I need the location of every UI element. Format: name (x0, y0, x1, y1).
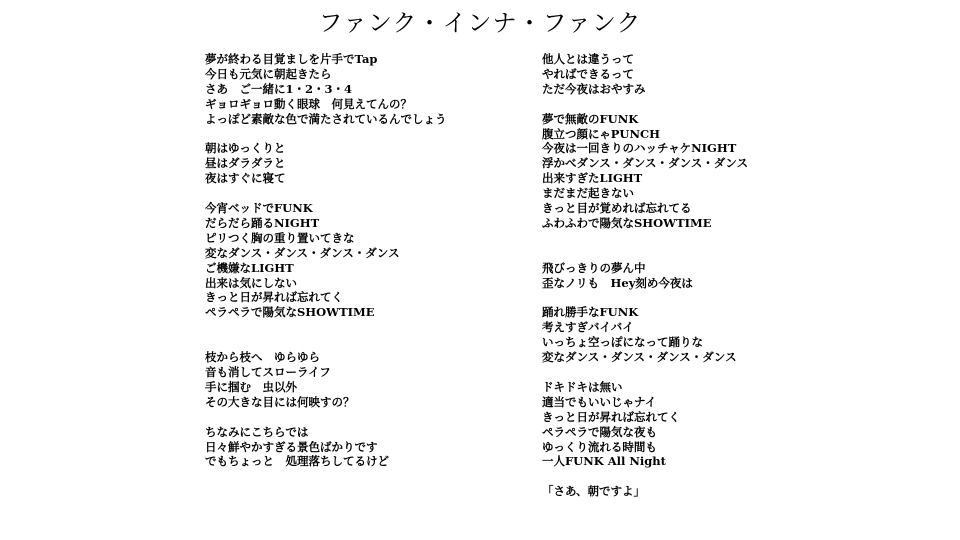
stanza (205, 425, 525, 470)
lyric-line: ドキドキは無い (542, 379, 623, 394)
lyric-line: ペラペラで陽気な夜も (542, 424, 657, 439)
stanza (542, 261, 862, 291)
lyric-line: 昼はダラダラと (205, 156, 286, 171)
lyric-line: でもちょっと 処理落ちしてるけど (205, 454, 389, 469)
lyric-line: 日々鮮やかすぎる景色ばかりです (205, 439, 378, 454)
lyric-line: 朝はゆっくりと (205, 141, 286, 156)
lyric-line: ふわふわで陽気なSHOWTIME (542, 215, 712, 230)
stanza (542, 380, 862, 469)
lyric-line: いっちょ空っぽになって踊りな (542, 335, 703, 350)
stanza (542, 305, 862, 365)
lyric-line: 変なダンス・ダンス・ダンス・ダンス (542, 350, 737, 365)
stanza (205, 350, 525, 410)
lyric-line: 枝から枝へ ゆらゆら (205, 350, 320, 365)
lyric-line: 出来すぎたLIGHT (542, 171, 643, 186)
lyric-line: 一人FUNK All Night (542, 454, 666, 469)
lyric-line: 今夜は一回きりのハッチャケNIGHT (542, 141, 737, 156)
lyric-line: だらだら踊るNIGHT (205, 215, 320, 230)
lyrics-left-column (205, 52, 525, 484)
lyric-line: やればできるって (542, 66, 634, 81)
lyric-line: 今宵ベッドでFUNK (205, 201, 313, 216)
lyric-line: 夢が終わる目覚ましを片手でTap (205, 52, 378, 66)
lyric-line: ゆっくり流れる時間も (542, 439, 657, 454)
lyric-line: 夜はすぐに寝て (205, 171, 286, 186)
lyric-line: きっと日が昇れば忘れてく (205, 290, 343, 305)
lyric-line: きっと目が覚めれば忘れてる (542, 201, 692, 216)
lyric-line: 他人とは違うって (542, 52, 634, 66)
lyric-line: 夢で無敵のFUNK (542, 111, 639, 126)
lyric-line: ピリつく胸の重り置いてきな (205, 230, 355, 245)
stanza (205, 141, 525, 186)
lyric-line: 歪なノリも Hey刻め今夜は (542, 275, 693, 290)
lyrics-right-column (542, 52, 862, 514)
lyric-line: きっと日が昇れば忘れてく (542, 409, 680, 424)
lyric-line: ご機嫌なLIGHT (205, 260, 294, 275)
lyric-line: ギョロギョロ動く眼球 何見えてんの？ (205, 96, 412, 111)
lyric-line: さあ ご一緒に1・2・3・4 (205, 81, 353, 96)
lyric-line: 適当でもいいじゃナイ (542, 394, 657, 409)
lyric-line: ちなみにこちらでは (205, 424, 309, 439)
stanza (205, 201, 525, 320)
page-title: ファンク・インナ・ファンク (318, 9, 642, 37)
lyric-line: 飛びっきりの夢ん中 (542, 260, 646, 275)
stanza (205, 52, 525, 127)
lyric-line: 出来は気にしない (205, 275, 297, 290)
lyric-line: 音も消してスローライフ (205, 364, 331, 379)
lyric-line: 浮かべダンス・ダンス・ダンス・ダンス (542, 156, 749, 171)
lyric-line: 手に掴む 虫以外 (205, 379, 297, 394)
stanza (542, 52, 862, 97)
lyric-line: まだまだ起きない (542, 186, 634, 201)
lyric-line: ただ今夜はおやすみ (542, 81, 646, 96)
lyric-line: 変なダンス・ダンス・ダンス・ダンス (205, 245, 400, 260)
lyric-line: 「さあ、朝ですよ」 (542, 484, 646, 499)
lyric-line: その大きな目には何映すの？ (205, 394, 355, 409)
lyric-line: 今日も元気に朝起きたら (205, 66, 332, 81)
lyric-line: ペラペラで陽気なSHOWTIME (205, 305, 375, 320)
lyric-line: 腹立つ顔にゃPUNCH (542, 126, 660, 141)
lyric-line: よっぽど素敵な色で満たされているんでしょう (205, 111, 447, 126)
lyric-line: 踊れ勝手なFUNK (542, 305, 639, 320)
lyric-line: 考えすぎバイバイ (542, 320, 634, 335)
stanza (542, 484, 862, 499)
stanza (542, 112, 862, 231)
